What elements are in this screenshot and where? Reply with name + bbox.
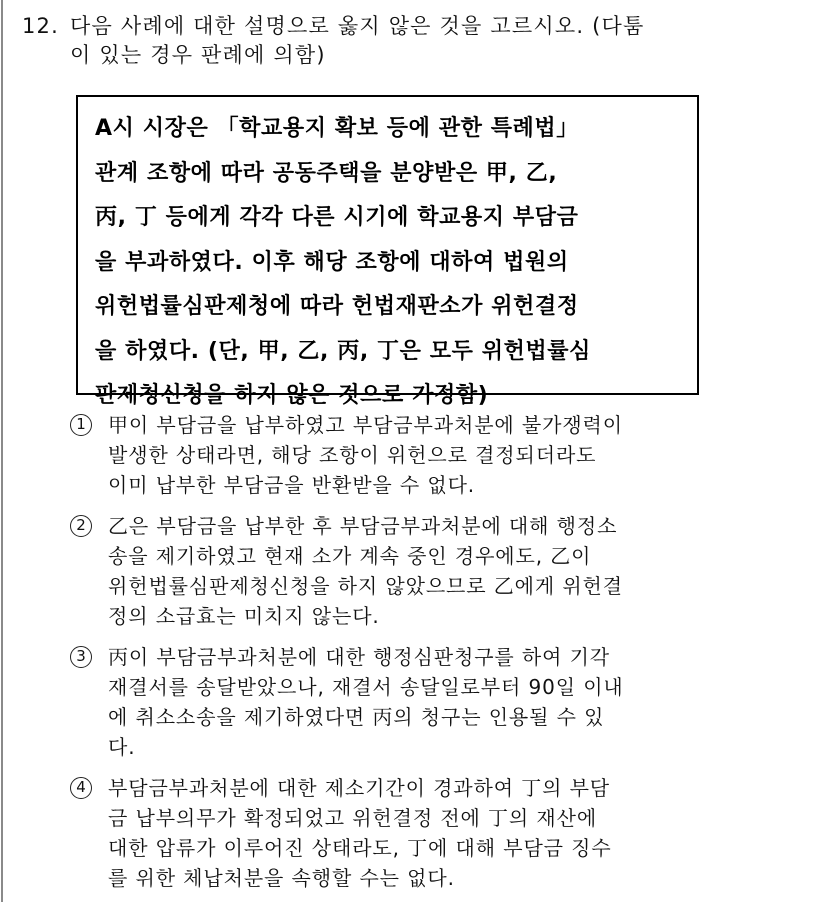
option-2[interactable]: [68, 511, 808, 631]
page-left-rule: [1, 0, 3, 902]
question-text-2: 이 있는 경우 판례에 의함): [70, 43, 326, 67]
question-stem: [22, 12, 802, 70]
option-line: 정의 소급효는 미치지 않는다.: [108, 604, 380, 628]
option-line: 에 취소소송을 제기하였다면 丙의 청구는 인용될 수 있: [108, 705, 605, 729]
option-line: 甲이 부담금을 납부하였고 부담금부과처분에 불가쟁력이: [108, 413, 623, 437]
circled-number-3-icon: 3: [70, 646, 92, 668]
question-line-1: [22, 12, 802, 41]
option-4[interactable]: [68, 773, 808, 893]
option-line: 송을 제기하였고 현재 소가 계속 중인 경우에도, 乙이: [108, 544, 592, 568]
case-line: 판제청신청을 하지 않은 것으로 가정함): [95, 383, 489, 408]
case-line: 을 하였다. (단, 甲, 乙, 丙, 丁은 모두 위헌법률심: [95, 338, 591, 364]
option-line: 를 위한 체납처분을 속행할 수는 없다.: [108, 866, 455, 890]
case-line: 위헌법률심판제청에 따라 헌법재판소가 위헌결정: [95, 294, 579, 319]
option-line: 丙이 부담금부과처분에 대한 행정심판청구를 하여 기각: [108, 645, 611, 669]
option-3[interactable]: [68, 642, 808, 762]
option-1[interactable]: [68, 410, 808, 500]
option-line: 乙은 부담금을 납부한 후 부담금부과처분에 대해 행정소: [108, 514, 618, 538]
case-line: A시 시장은 「학교용지 확보 등에 관한 특례법」: [95, 116, 579, 141]
question-text-1: 다음 사례에 대한 설명으로 옳지 않은 것을 고르시오. (다툼: [70, 14, 645, 38]
option-line: 발생한 상태라면, 해당 조항이 위헌으로 결정되더라도: [108, 443, 597, 467]
option-line: 금 납부의무가 확정되었고 위헌결정 전에 丁의 재산에: [108, 806, 598, 830]
case-text: [95, 107, 695, 419]
circled-number-4-icon: 4: [70, 777, 92, 799]
case-line: 丙, 丁 등에게 각각 다른 시기에 학교용지 부담금: [95, 205, 579, 230]
answer-options: [68, 410, 808, 904]
circled-number-1-icon: 1: [70, 414, 92, 436]
option-line: 부담금부과처분에 대한 제소기간이 경과하여 丁의 부담: [108, 776, 611, 800]
question-number: 12.: [22, 14, 59, 38]
case-line: 관계 조항에 따라 공동주택을 분양받은 甲, 乙,: [95, 160, 558, 186]
option-line: 다.: [108, 735, 136, 759]
option-line: 재결서를 송달받았으나, 재결서 송달일로부터 90일 이내: [108, 675, 624, 699]
case-line: 을 부과하였다. 이후 해당 조항에 대하여 법원의: [95, 249, 569, 275]
option-line: 위헌법률심판제청신청을 하지 않았으므로 乙에게 위헌결: [108, 574, 623, 598]
circled-number-2-icon: 2: [70, 515, 92, 537]
option-line: 이미 납부한 부담금을 반환받을 수 없다.: [108, 473, 476, 497]
option-line: 대한 압류가 이루어진 상태라도, 丁에 대해 부담금 징수: [108, 836, 612, 860]
case-box: [76, 95, 699, 408]
